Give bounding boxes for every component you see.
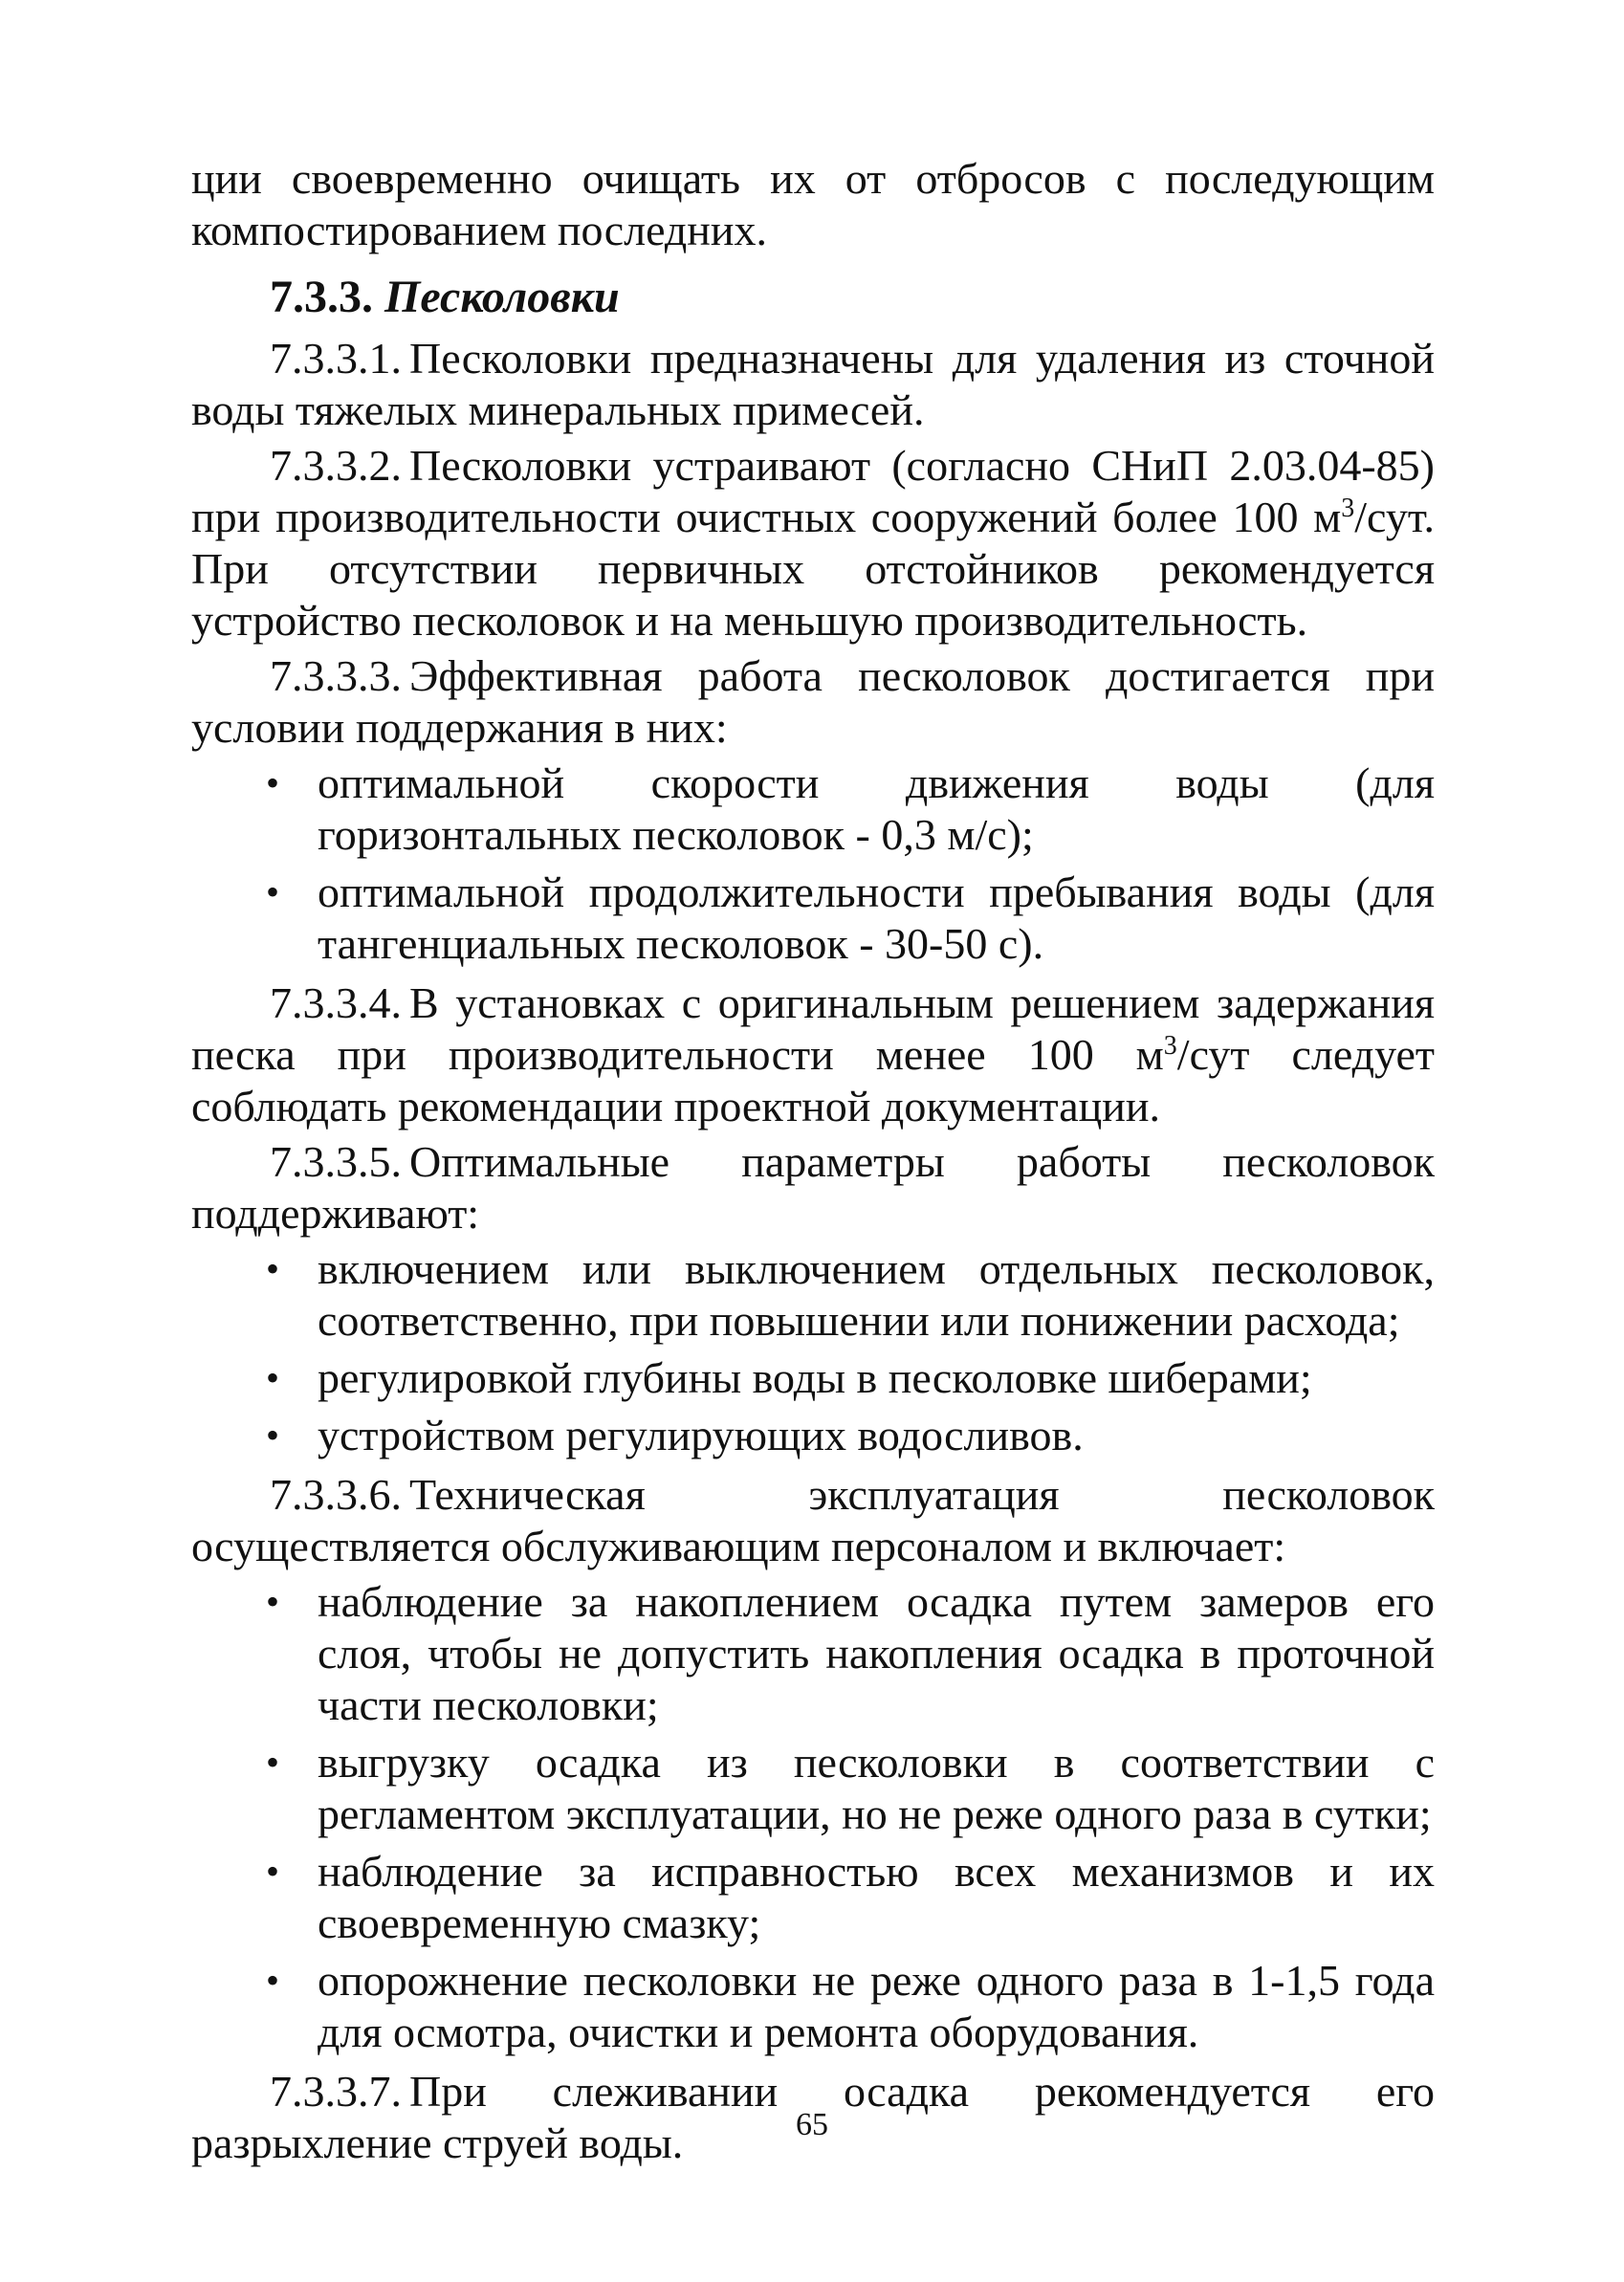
list-item-text: регулировкой глубины воды в песколовке шиберами; (318, 1353, 1312, 1402)
clause-number: 7.3.3.2. (270, 441, 402, 490)
bullet-icon: • (266, 1741, 280, 1784)
bullet-icon: • (266, 1414, 280, 1457)
page-number: 65 (796, 2107, 828, 2142)
section-title: Песколовки (384, 272, 620, 322)
bullet-list-parameters (191, 1243, 1435, 1461)
paragraph-7-3-3-4 (191, 977, 1435, 1132)
clause-text: Оптимальные параметры работы песколовок поддерживают: (191, 1137, 1435, 1238)
clause-text: Песколовки устраивают (согласно СНиП 2.03.04-85) при производительности очистных сооружений более 100 м (191, 441, 1435, 541)
superscript: 3 (1341, 494, 1355, 523)
list-item-text: наблюдение за исправностью всех механизмов и их своевременную смазку; (318, 1847, 1435, 1947)
paragraph-continuation: ции своевременно очищать их от отбросов с последующим компостированием последних. (191, 154, 1435, 254)
list-item-text: оптимальной продолжительности пребывания воды (для тангенциальных песколовок - 30-50 с). (318, 867, 1435, 968)
list-item-text: устройством регулирующих водосливов. (318, 1411, 1084, 1459)
list-item-text: оптимальной скорости движения воды (для горизонтальных песколовок - 0,3 м/с); (318, 758, 1435, 859)
clause-number: 7.3.3.6. (270, 1470, 402, 1519)
list-item (191, 757, 1435, 861)
bullet-list-maintenance (191, 1576, 1435, 2058)
clause-number: 7.3.3.3. (270, 651, 402, 700)
list-item (191, 867, 1435, 970)
clause-text: /сут следует соблюдать рекомендации проектной документации. (191, 1030, 1435, 1130)
section-heading (191, 272, 1435, 323)
paragraph-7-3-3-1 (191, 333, 1435, 436)
bullet-icon: • (266, 761, 280, 804)
list-item-text: выгрузку осадка из песколовки в соответствии с регламентом эксплуатации, но не реже одного раза в сутки; (318, 1738, 1435, 1838)
clause-number: 7.3.3.5. (270, 1137, 402, 1186)
clause-text: В установках с оригинальным решением задержания песка при производительности менее 100 м (191, 978, 1435, 1079)
list-item (191, 1352, 1435, 1404)
clause-number: 7.3.3.1. (270, 334, 402, 383)
bullet-icon: • (266, 1959, 280, 2002)
list-item-text: опорожнение песколовки не реже одного раза в 1-1,5 года для осмотра, очистки и ремонта оборудования. (318, 1956, 1435, 2056)
bullet-icon: • (266, 870, 280, 913)
paragraph-7-3-3-6 (191, 1469, 1435, 1572)
superscript: 3 (1163, 1031, 1177, 1061)
bullet-icon: • (266, 1356, 280, 1399)
paragraph-7-3-3-3 (191, 650, 1435, 754)
clause-number: 7.3.3.7. (270, 2067, 402, 2116)
list-item (191, 1737, 1435, 1840)
clause-number: 7.3.3.4. (270, 978, 402, 1027)
bullet-icon: • (266, 1580, 280, 1623)
clause-text: /сут. При отсутствии первичных отстойников рекомендуется устройство песколовок и на меньшую производительность. (191, 493, 1435, 645)
bullet-list-conditions (191, 757, 1435, 970)
paragraph-7-3-3-2 (191, 440, 1435, 647)
section-number: 7.3.3. (270, 272, 373, 322)
list-item (191, 1955, 1435, 2058)
clause-text: При слеживании осадка рекомендуется его разрыхление струей воды. (191, 2067, 1435, 2167)
document-page (191, 153, 1435, 2173)
list-item (191, 1576, 1435, 1731)
list-item-text: включением или выключением отдельных песколовок, соответственно, при повышении или понижении расхода; (318, 1244, 1435, 1345)
bullet-icon: • (266, 1247, 280, 1290)
clause-text: Песколовки предназначены для удаления из сточной воды тяжелых минеральных примесей. (191, 334, 1435, 434)
clause-text: Эффективная работа песколовок достигается при условии поддержания в них: (191, 651, 1435, 752)
paragraph-7-3-3-5 (191, 1136, 1435, 1240)
bullet-icon: • (266, 1850, 280, 1893)
list-item-text: наблюдение за накоплением осадка путем замеров его слоя, чтобы не допустить накопления осадка в проточной части песколовки; (318, 1577, 1435, 1729)
list-item (191, 1243, 1435, 1347)
list-item (191, 1410, 1435, 1461)
clause-text: Техническая эксплуатация песколовок осуществляется обслуживающим персоналом и включает: (191, 1470, 1435, 1570)
list-item (191, 1846, 1435, 1949)
